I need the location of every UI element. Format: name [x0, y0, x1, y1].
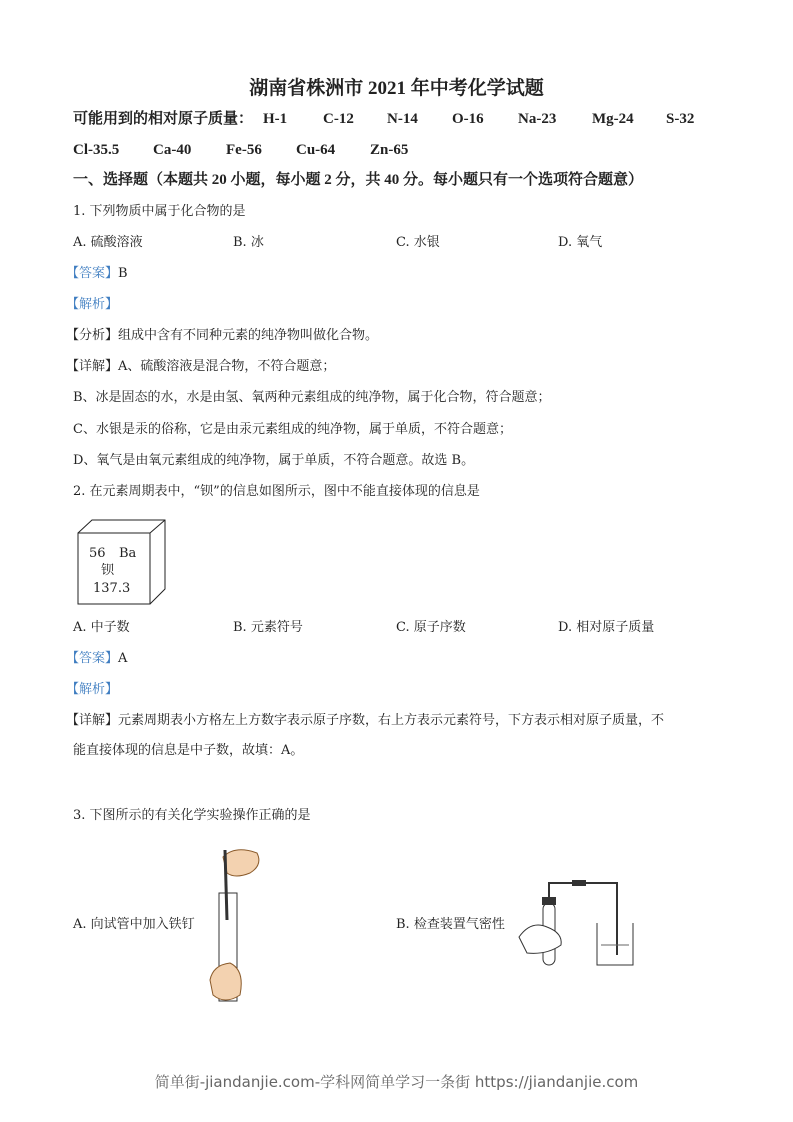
atomic-mass-label: 可能用到的相对原子质量：	[73, 111, 254, 127]
mass-mg: Mg-24	[592, 111, 634, 127]
mass-cl: Cl-35.5	[73, 142, 120, 158]
airtightness-check-illustration	[517, 875, 642, 970]
mass-o: O-16	[452, 111, 484, 127]
element-card-barium	[77, 519, 167, 605]
q1-answer-tag: 【答案】	[66, 266, 119, 281]
q3-stem: 3. 下图所示的有关化学实验操作正确的是	[73, 808, 311, 823]
q2-option-a: A. 中子数	[73, 620, 130, 635]
q2-detail-line: 能直接体现的信息是中子数，故填：A。	[73, 743, 304, 758]
q1-answer: B	[118, 266, 128, 281]
test-tube-nail-illustration	[205, 845, 265, 1005]
q2-answer: A	[118, 651, 128, 666]
q3-option-a: A. 向试管中加入铁钉	[73, 917, 195, 932]
atomic-number: 56	[89, 546, 106, 561]
q2-answer-tag: 【答案】	[66, 651, 119, 666]
q1-option-d: D. 氧气	[558, 235, 603, 250]
q1-detail-line: D、氧气是由氧元素组成的纯净物，属于单质，不符合题意。故选 B。	[73, 453, 475, 468]
q1-option-b: B. 冰	[233, 235, 264, 250]
mass-h: H-1	[263, 111, 288, 127]
section-heading: 一、选择题（本题共 20 小题，每小题 2 分，共 40 分。每小题只有一个选项符合题意）	[73, 172, 644, 188]
mass-fe: Fe-56	[226, 142, 262, 158]
q1-option-c: C. 水银	[396, 235, 440, 250]
q1-detail-line: 【详解】A、硫酸溶液是混合物，不符合题意；	[66, 359, 336, 374]
q1-option-a: A. 硫酸溶液	[73, 235, 143, 250]
mass-c: C-12	[323, 111, 354, 127]
q3-option-b: B. 检查装置气密性	[396, 917, 505, 932]
mass-ca: Ca-40	[153, 142, 192, 158]
q2-option-b: B. 元素符号	[233, 620, 303, 635]
q1-analysis-line: 【分析】组成中含有不同种元素的纯净物叫做化合物。	[66, 328, 379, 343]
page-title: 湖南省株洲市 2021 年中考化学试题	[249, 78, 544, 99]
mass-zn: Zn-65	[370, 142, 409, 158]
atomic-mass: 137.3	[93, 581, 131, 596]
mass-s: S-32	[666, 111, 695, 127]
mass-cu: Cu-64	[296, 142, 336, 158]
page-footer: 简单街-jiandanjie.com-学科网简单学习一条街 https://jiandanjie.com	[154, 1073, 639, 1091]
q2-analysis-tag: 【解析】	[66, 682, 119, 697]
q2-option-d: D. 相对原子质量	[558, 620, 655, 635]
mass-na: Na-23	[518, 111, 557, 127]
q1-detail-line: C、水银是汞的俗称，它是由汞元素组成的纯净物，属于单质，不符合题意；	[73, 422, 512, 437]
q2-detail-line: 【详解】元素周期表小方格左上方数字表示原子序数，右上方表示元素符号，下方表示相对原子质量，不	[66, 713, 665, 728]
q2-stem: 2. 在元素周期表中，“钡”的信息如图所示，图中不能直接体现的信息是	[73, 484, 480, 499]
q1-stem: 1. 下列物质中属于化合物的是	[73, 204, 246, 219]
q1-analysis-tag: 【解析】	[66, 297, 119, 312]
element-name: 钡	[101, 563, 115, 578]
q1-detail-line: B、冰是固态的水，水是由氢、氧两种元素组成的纯净物，属于化合物，符合题意；	[73, 390, 551, 405]
mass-n: N-14	[387, 111, 418, 127]
element-symbol: Ba	[119, 546, 137, 561]
q2-option-c: C. 原子序数	[396, 620, 466, 635]
